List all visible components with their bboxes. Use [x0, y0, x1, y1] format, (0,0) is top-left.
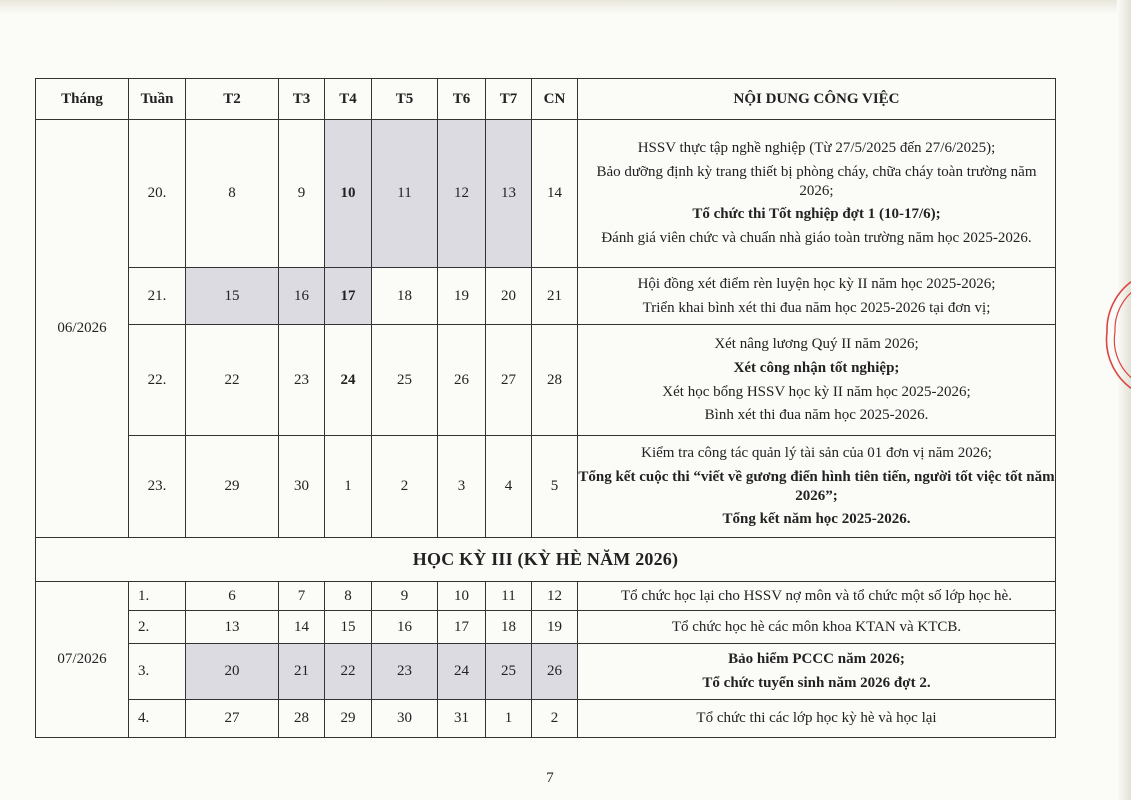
task-item: Đánh giá viên chức và chuẩn nhà giáo toàn trường năm học 2025-2026. — [601, 230, 1032, 247]
week-number: 4. — [129, 700, 186, 738]
header-row — [36, 79, 1056, 120]
schedule-table — [35, 78, 1056, 738]
day-cell: 17 — [438, 611, 486, 644]
task-item: Xét công nhận tốt nghiệp; — [733, 359, 900, 376]
day-cell: 13 — [186, 611, 279, 644]
day-cell: 18 — [372, 268, 438, 325]
day-cell-highlighted: 22 — [325, 644, 372, 700]
day-cell: 22 — [186, 325, 279, 436]
day-cell: 31 — [438, 700, 486, 738]
table-row — [36, 325, 1056, 436]
header-cn: CN — [532, 79, 578, 120]
task-list — [578, 268, 1056, 325]
day-cell-highlighted: 24 — [438, 644, 486, 700]
month-cell-july: 07/2026 — [36, 582, 129, 738]
task-item: Xét nâng lương Quý II năm 2026; — [714, 336, 919, 352]
day-cell-highlighted: 15 — [186, 268, 279, 325]
stamp-graphic — [1097, 270, 1131, 400]
month-cell-june: 06/2026 — [36, 120, 129, 538]
header-content: NỘI DUNG CÔNG VIỆC — [578, 79, 1056, 120]
day-cell: 8 — [186, 120, 279, 268]
task-item: Tổ chức thi Tốt nghiệp đợt 1 (10-17/6); — [692, 206, 941, 223]
day-cell: 20 — [486, 268, 532, 325]
day-cell: 25 — [372, 325, 438, 436]
task-item: Bảo dưỡng định kỳ trang thiết bị phòng cháy, chữa cháy toàn trường năm 2026; — [596, 163, 1037, 199]
task-item: Tổ chức thi các lớp học kỳ hè và học lại — [696, 710, 937, 727]
day-cell: 19 — [532, 611, 578, 644]
header-t5: T5 — [372, 79, 438, 120]
task-item: Tổng kết cuộc thi “viết về gương điển hình tiên tiến, người tốt việc tốt năm 2026”; — [578, 468, 1055, 504]
task-list — [578, 120, 1056, 268]
day-cell: 24 — [325, 325, 372, 436]
header-t4: T4 — [325, 79, 372, 120]
task-list — [578, 325, 1056, 436]
header-tuan: Tuần — [129, 79, 186, 120]
day-cell: 26 — [438, 325, 486, 436]
semester-title: HỌC KỲ III (KỲ HÈ NĂM 2026) — [36, 538, 1056, 582]
day-cell-highlighted: 17 — [325, 268, 372, 325]
day-cell: 9 — [279, 120, 325, 268]
day-cell: 15 — [325, 611, 372, 644]
day-cell: 28 — [279, 700, 325, 738]
day-cell-highlighted: 12 — [438, 120, 486, 268]
page-number: 7 — [546, 770, 554, 786]
day-cell: 16 — [372, 611, 438, 644]
day-cell-highlighted: 25 — [486, 644, 532, 700]
task-item: Triển khai bình xét thi đua năm học 2025-2026 tại đơn vị; — [642, 299, 991, 316]
day-cell: 4 — [486, 436, 532, 538]
header-thang: Tháng — [36, 79, 129, 120]
day-cell: 7 — [279, 582, 325, 611]
semester-row — [36, 538, 1056, 582]
day-cell: 30 — [372, 700, 438, 738]
day-cell: 14 — [279, 611, 325, 644]
day-cell: 18 — [486, 611, 532, 644]
day-cell: 11 — [486, 582, 532, 611]
task-item: HSSV thực tập nghề nghiệp (Từ 27/5/2025 đến 27/6/2025); — [637, 140, 996, 157]
task-item: Xét học bổng HSSV học kỳ II năm học 2025-2026; — [662, 383, 971, 400]
day-cell-highlighted: 23 — [372, 644, 438, 700]
task-item: Kiểm tra công tác quản lý tài sản của 01 đơn vị năm 2026; — [641, 445, 992, 461]
day-cell: 12 — [532, 582, 578, 611]
header-t3: T3 — [279, 79, 325, 120]
header-t2: T2 — [186, 79, 279, 120]
table-row — [36, 582, 1056, 611]
header-t6: T6 — [438, 79, 486, 120]
day-cell-highlighted: 13 — [486, 120, 532, 268]
task-list — [578, 611, 1056, 644]
table-row — [36, 120, 1056, 268]
week-number: 3. — [129, 644, 186, 700]
table-row — [36, 611, 1056, 644]
task-list — [578, 644, 1056, 700]
day-cell: 28 — [532, 325, 578, 436]
day-cell: 21 — [532, 268, 578, 325]
day-cell-highlighted: 11 — [372, 120, 438, 268]
day-cell: 1 — [486, 700, 532, 738]
day-cell: 19 — [438, 268, 486, 325]
day-cell-highlighted: 20 — [186, 644, 279, 700]
table-row — [36, 268, 1056, 325]
table-row — [36, 700, 1056, 738]
week-number: 2. — [129, 611, 186, 644]
day-cell: 14 — [532, 120, 578, 268]
task-item: Tổng kết năm học 2025-2026. — [722, 511, 911, 528]
day-cell: 9 — [372, 582, 438, 611]
week-number: 21. — [129, 268, 186, 325]
task-item: Bảo hiểm PCCC năm 2026; — [728, 651, 905, 668]
week-number: 1. — [129, 582, 186, 611]
day-cell: 30 — [279, 436, 325, 538]
task-item: Tổ chức học hè các môn khoa KTAN và KTCB. — [671, 618, 962, 635]
day-cell: 29 — [325, 700, 372, 738]
red-stamp-fragment — [1097, 270, 1131, 400]
day-cell: 2 — [372, 436, 438, 538]
task-list — [578, 436, 1056, 538]
day-cell: 29 — [186, 436, 279, 538]
week-number: 20. — [129, 120, 186, 268]
day-cell: 1 — [325, 436, 372, 538]
day-cell: 10 — [438, 582, 486, 611]
day-cell: 27 — [186, 700, 279, 738]
day-cell-highlighted: 21 — [279, 644, 325, 700]
day-cell: 8 — [325, 582, 372, 611]
day-cell: 5 — [532, 436, 578, 538]
scan-right-edge — [1117, 0, 1131, 800]
week-number: 22. — [129, 325, 186, 436]
day-cell: 6 — [186, 582, 279, 611]
task-item: Tổ chức học lại cho HSSV nợ môn và tổ chức một số lớp học hè. — [621, 587, 1012, 604]
day-cell: 27 — [486, 325, 532, 436]
day-cell: 3 — [438, 436, 486, 538]
day-cell-highlighted: 26 — [532, 644, 578, 700]
task-item: Hội đồng xét điểm rèn luyện học kỳ II năm học 2025-2026; — [637, 275, 996, 292]
day-cell: 2 — [532, 700, 578, 738]
task-item: Tổ chức tuyển sinh năm 2026 đợt 2. — [702, 675, 931, 691]
day-cell-highlighted: 16 — [279, 268, 325, 325]
day-cell: 23 — [279, 325, 325, 436]
task-list — [578, 700, 1056, 738]
table-row — [36, 644, 1056, 700]
table-row — [36, 436, 1056, 538]
header-t7: T7 — [486, 79, 532, 120]
task-list — [578, 582, 1056, 611]
scan-top-edge — [0, 0, 1131, 14]
day-cell-highlighted: 10 — [325, 120, 372, 268]
week-number: 23. — [129, 436, 186, 538]
task-item: Bình xét thi đua năm học 2025-2026. — [704, 407, 929, 424]
